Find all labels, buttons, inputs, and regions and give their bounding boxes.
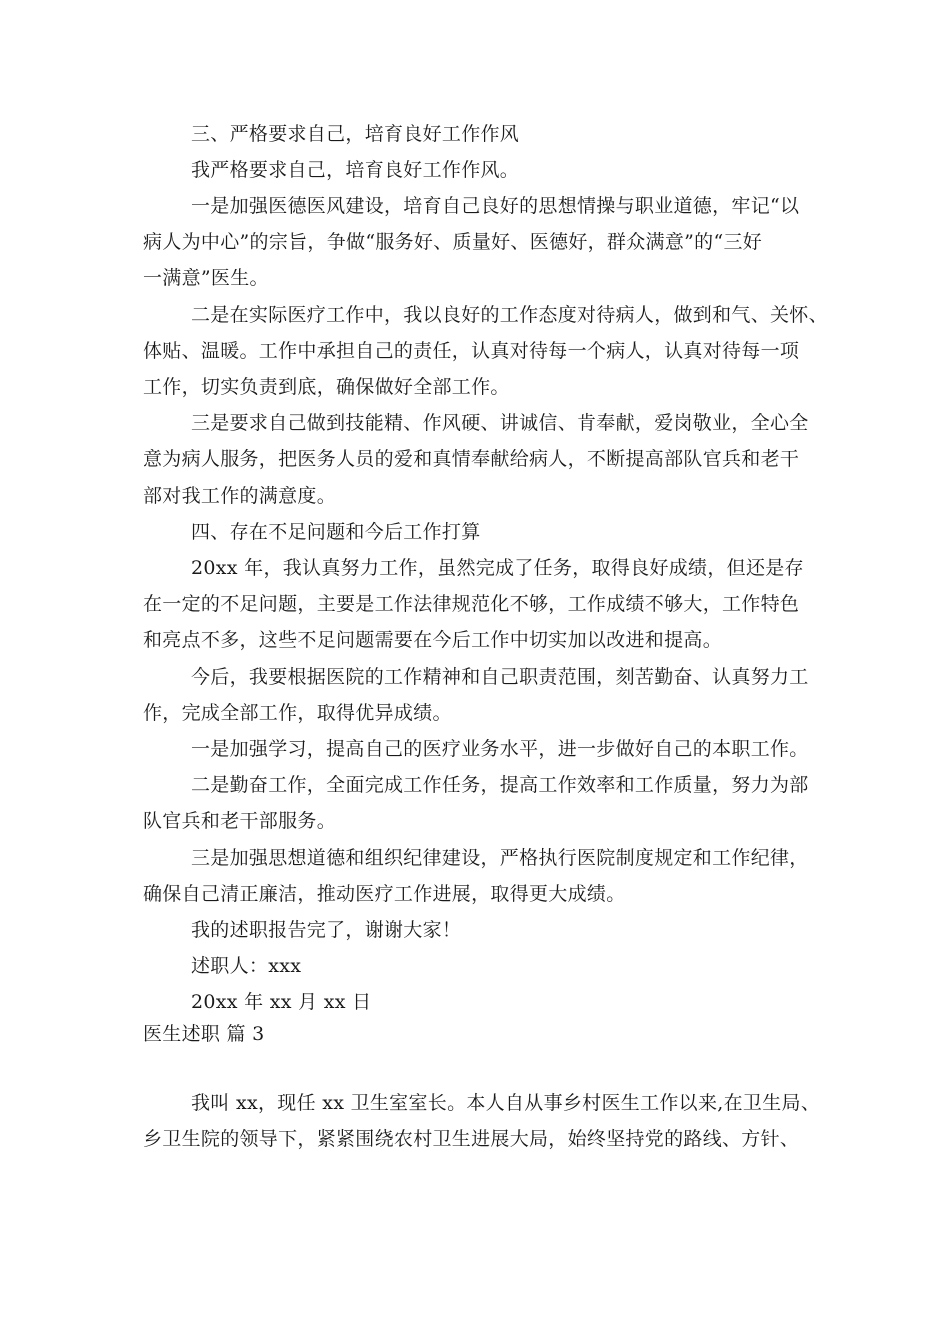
closing-line: 我的述职报告完了，谢谢大家！ [191, 919, 462, 941]
paragraph-line: 作，完成全部工作，取得优异成绩。 [143, 702, 452, 724]
paragraph-line: 意为病人服务，把医务人员的爱和真情奉献给病人，不断提高部队官兵和老干 [143, 448, 800, 470]
paragraph-line: 体贴、温暖。工作中承担自己的责任，认真对待每一个病人，认真对待每一项 [143, 340, 800, 362]
paragraph-line: 乡卫生院的领导下，紧紧围绕农村卫生进展大局，始终坚持党的路线、方针、 [143, 1128, 800, 1150]
paragraph-line: 病人为中心”的宗旨，争做“服务好、质量好、医德好，群众满意”的“三好 [143, 231, 763, 253]
paragraph-line: 今后，我要根据医院的工作精神和自己职责范围，刻苦勤奋、认真努力工 [191, 666, 809, 688]
section-heading-3: 三、严格要求自己，培育良好工作作风 [191, 123, 520, 145]
paragraph-line: 工作，切实负责到底，确保做好全部工作。 [143, 376, 510, 398]
paragraph-line: 我叫 xx，现任 xx 卫生室室长。本人自从事乡村医生工作以来,在卫生局、 [191, 1092, 821, 1114]
paragraph-line: 三是要求自己做到技能精、作风硬、讲诚信、肯奉献，爱岗敬业，全心全 [191, 412, 809, 434]
signature-line: 述职人：xxx [191, 955, 302, 977]
paragraph-line: 部对我工作的满意度。 [143, 485, 337, 507]
paragraph-line: 在一定的不足问题，主要是工作法律规范化不够，工作成绩不够大，工作特色 [143, 593, 800, 615]
article-heading: 医生述职 篇 3 [143, 1023, 265, 1045]
paragraph-line: 我严格要求自己，培育良好工作作风。 [191, 159, 520, 181]
paragraph-line: 二是勤奋工作，全面完成工作任务，提高工作效率和工作质量，努力为部 [191, 774, 809, 796]
paragraph-line: 和亮点不多，这些不足问题需要在今后工作中切实加以改进和提高。 [143, 629, 723, 651]
paragraph-line: 队官兵和老干部服务。 [143, 810, 337, 832]
paragraph-line: 二是在实际医疗工作中，我以良好的工作态度对待病人，做到和气、关怀、 [191, 304, 828, 326]
paragraph-line: 确保自己清正廉洁，推动医疗工作进展，取得更大成绩。 [143, 883, 626, 905]
paragraph-line: 三是加强思想道德和组织纪律建设，严格执行医院制度规定和工作纪律， [191, 847, 809, 869]
paragraph-line: 一是加强医德医风建设，培育自己良好的思想情操与职业道德，牢记“以 [191, 195, 800, 217]
paragraph-line: 一是加强学习，提高自己的医疗业务水平，进一步做好自己的本职工作。 [191, 738, 809, 760]
section-heading-4: 四、存在不足问题和今后工作打算 [191, 521, 481, 543]
date-line: 20xx 年 xx 月 xx 日 [191, 991, 372, 1013]
paragraph-line: 20xx 年，我认真努力工作，虽然完成了任务，取得良好成绩，但还是存 [191, 557, 804, 579]
paragraph-line: 一满意”医生。 [143, 267, 269, 289]
